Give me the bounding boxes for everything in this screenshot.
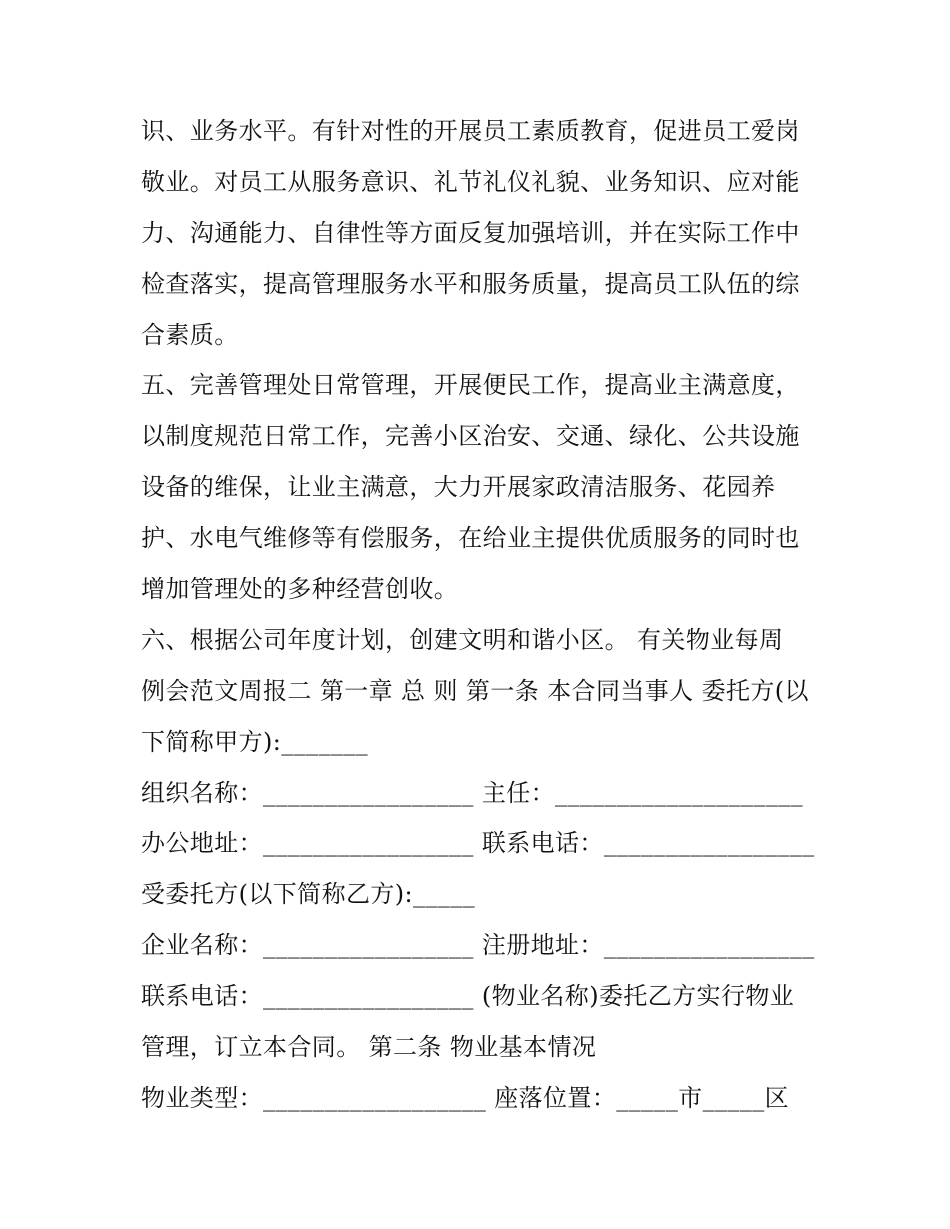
text-line: 企业名称：_________________ 注册地址：_________________ [141,931,815,960]
text-line: 护、水电气维修等有偿服务，在给业主提供优质服务的同时也 [141,524,800,553]
text-line: 六、根据公司年度计划，创建文明和谐小区。 有关物业每周 [141,625,784,654]
text-line: 增加管理处的多种经营创收。 [141,575,459,604]
text-line: 下简称甲方):_______ [141,727,369,756]
text-line: 力、沟通能力、自律性等方面反复加强培训，并在实际工作中 [141,218,800,247]
text-line: 例会范文周报二 第一章 总 则 第一条 本合同当事人 委托方(以 [141,676,809,705]
text-line: 合素质。 [141,320,239,349]
text-line: 以制度规范日常工作，完善小区治安、交通、绿化、公共设施 [141,422,800,451]
document-body [141,106,821,1124]
text-line: 组织名称：_________________ 主任：____________________ [141,778,804,807]
text-line: 物业类型：__________________ 座落位置：_____市_____区 [141,1083,790,1112]
text-line: 受委托方(以下简称乙方):_____ [141,880,476,909]
text-line: 联系电话：_________________ (物业名称)委托乙方实行物业 [141,982,795,1011]
text-line: 办公地址：_________________ 联系电话：_________________ [141,829,815,858]
text-line: 设备的维保，让业主满意，大力开展家政清洁服务、花园养 [141,473,776,502]
text-line: 敬业。对员工从服务意识、礼节礼仪礼貌、业务知识、应对能 [141,167,800,196]
text-line: 五、完善管理处日常管理，开展便民工作，提高业主满意度， [141,371,800,400]
text-line: 检查落实，提高管理服务水平和服务质量，提高员工队伍的综 [141,269,800,298]
text-line: 识、业务水平。有针对性的开展员工素质教育，促进员工爱岗 [141,117,800,145]
text-line: 管理，订立本合同。 第二条 物业基本情况 [141,1033,597,1062]
